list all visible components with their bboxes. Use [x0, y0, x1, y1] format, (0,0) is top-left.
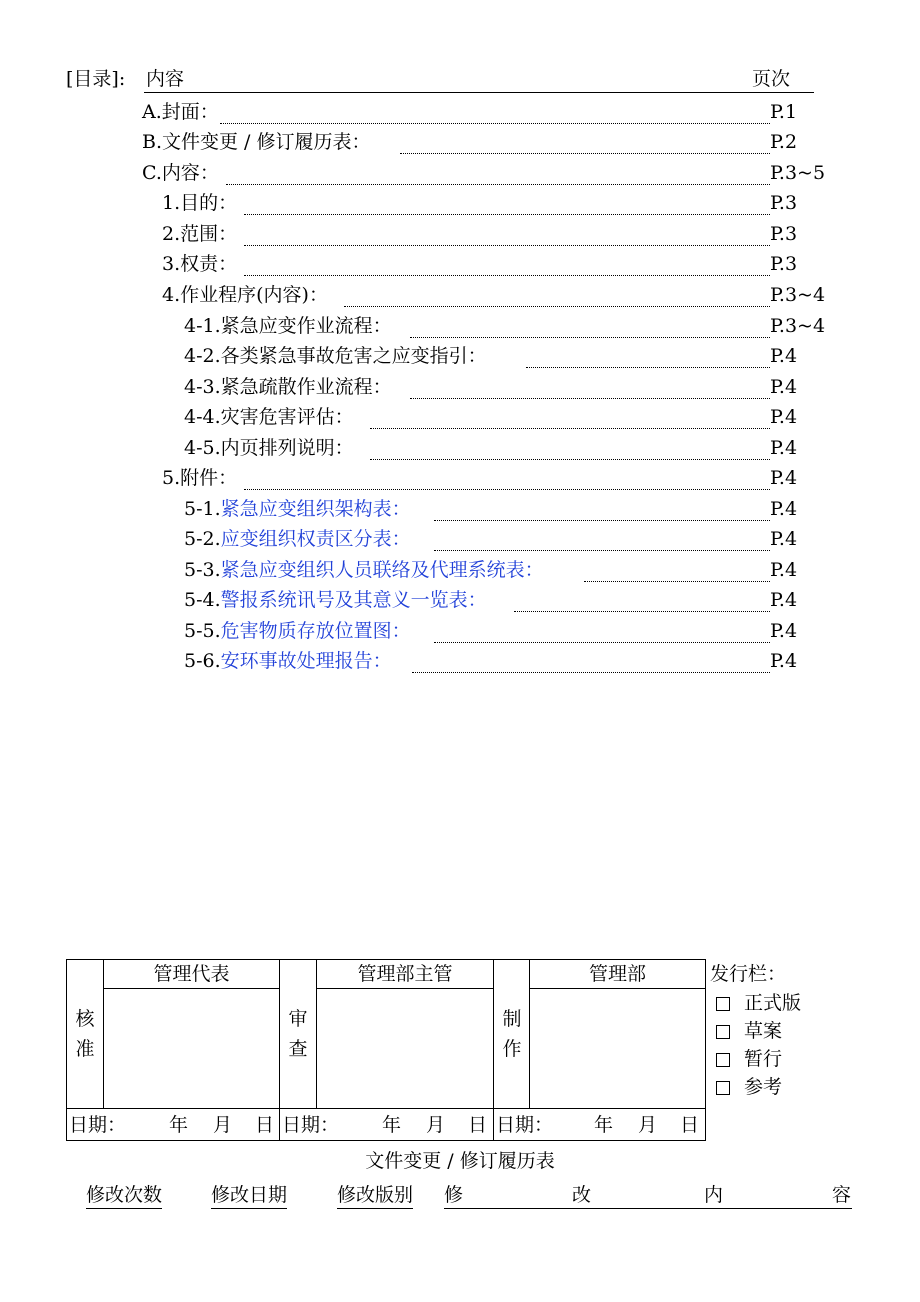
toc-entry-page: P.3 [770, 223, 798, 245]
issue-option-temporary[interactable]: 暂行 [710, 1045, 870, 1073]
revision-col-version: 修改版别 [337, 1180, 413, 1209]
checkbox[interactable] [716, 1081, 730, 1095]
toc-entry-label: 5-5.危害物质存放位置图： [184, 620, 411, 642]
checkbox[interactable] [716, 997, 730, 1011]
toc-entry-page: P.4 [770, 345, 798, 367]
issue-title: 发行栏： [710, 963, 787, 985]
toc-leader [584, 555, 770, 582]
toc-leader [220, 97, 770, 124]
toc-entry-page: P.4 [770, 376, 798, 398]
revision-col-count: 修改次数 [86, 1180, 162, 1209]
toc-entry-label: 4-4.灾害危害评估： [184, 406, 354, 428]
toc-entry-label: 4.作业程序(内容)： [162, 284, 328, 306]
toc-header-page: 页次 [728, 64, 814, 93]
toc-entry [184, 616, 844, 646]
prepare-header: 管理部 [588, 963, 646, 985]
toc-entry-label: 5-3.紧急应变组织人员联络及代理系统表： [184, 559, 544, 581]
toc-entry [184, 341, 844, 371]
toc-entry-label: 4-5.内页排列说明： [184, 437, 354, 459]
toc-leader [244, 249, 770, 276]
prepare-label: 制 作 [502, 1008, 522, 1060]
revision-col-date: 修改日期 [211, 1180, 287, 1209]
toc-entry-page: P.4 [770, 437, 798, 459]
review-header: 管理部主管 [357, 963, 453, 985]
toc-entry-label: A.封面： [142, 101, 219, 123]
toc-entry-page: P.3 [770, 192, 798, 214]
toc-leader [244, 219, 770, 246]
toc-entry-page: P.4 [770, 406, 798, 428]
checkbox[interactable] [716, 1025, 730, 1039]
toc-entry-page: P.4 [770, 467, 798, 489]
toc-entry-page: P.4 [770, 589, 798, 611]
toc-entry-page: P.3~4 [770, 284, 826, 306]
toc-entry [162, 219, 842, 249]
toc-entry-label: B.文件变更 / 修订履历表： [142, 131, 371, 153]
revision-title: 文件变更 / 修订履历表 [365, 1150, 555, 1172]
toc-entry-label: C.内容： [142, 162, 219, 184]
toc-leader [370, 433, 770, 460]
toc-entry [184, 555, 844, 585]
issue-option-formal[interactable]: 正式版 [710, 989, 870, 1017]
issue-status [710, 959, 870, 1101]
toc-entry-label: 5-4.警报系统讯号及其意义一览表： [184, 589, 487, 611]
toc-entry [162, 280, 842, 310]
toc-leader [344, 280, 770, 307]
toc-entry [142, 127, 842, 157]
issue-option-draft[interactable]: 草案 [710, 1017, 870, 1045]
toc-entry [184, 524, 844, 554]
toc-entry-page: P.4 [770, 498, 798, 520]
toc-entry [184, 433, 844, 463]
checkbox[interactable] [716, 1053, 730, 1067]
toc-entry-label: 2.范围： [162, 223, 238, 245]
toc-entry-label: 5-1.紧急应变组织架构表： [184, 498, 411, 520]
toc-entry-page: P.1 [770, 101, 798, 123]
toc-entry-label: 4-3.紧急疏散作业流程： [184, 376, 392, 398]
approve-header: 管理代表 [153, 963, 230, 985]
revision-col-content: 修 改 内 容 [444, 1180, 852, 1209]
toc-entry-page: P.2 [770, 131, 798, 153]
divider [529, 988, 705, 989]
toc-entry-label: 3.权责： [162, 253, 238, 275]
toc-entry [184, 494, 844, 524]
toc-entry [184, 372, 844, 402]
toc-leader [434, 524, 770, 551]
toc-entry-page: P.3 [770, 253, 798, 275]
toc-leader [400, 127, 770, 154]
divider [316, 988, 493, 989]
toc-entry [184, 646, 844, 676]
toc-entry [162, 188, 842, 218]
toc-header-label: [目录]: [66, 68, 126, 90]
toc-leader [526, 341, 770, 368]
review-label: 审 查 [288, 1008, 308, 1060]
toc-entry-label: 4-2.各类紧急事故危害之应变指引： [184, 345, 487, 367]
approve-label: 核 准 [75, 1008, 95, 1060]
approval-table [66, 959, 706, 1141]
toc-leader [412, 646, 770, 673]
toc-leader [226, 158, 770, 185]
toc-leader [244, 463, 770, 490]
toc-leader [514, 585, 770, 612]
toc-entry-label: 5-6.安环事故处理报告： [184, 650, 392, 672]
toc-entry [142, 158, 842, 188]
toc-leader [434, 616, 770, 643]
toc-entry [162, 463, 842, 493]
toc-leader [410, 311, 770, 338]
toc-entry-label: 5.附件： [162, 467, 238, 489]
toc-header [66, 64, 826, 94]
divider [67, 1108, 705, 1109]
toc-entry [184, 311, 844, 341]
toc-entry-label: 5-2.应变组织权责区分表： [184, 528, 411, 550]
toc-header-content: 内容 [144, 64, 772, 93]
issue-option-reference[interactable]: 参考 [710, 1073, 870, 1101]
toc-entry-page: P.3~4 [770, 315, 826, 337]
toc-entry-label: 4-1.紧急应变作业流程： [184, 315, 392, 337]
toc-entry [184, 402, 844, 432]
toc-leader [244, 188, 770, 215]
toc-leader [434, 494, 770, 521]
toc-entry [184, 585, 844, 615]
divider [103, 988, 279, 989]
toc-leader [410, 372, 770, 399]
prepare-date: 日期： 年 月 日 [496, 1114, 700, 1136]
toc-entry-page: P.4 [770, 650, 798, 672]
toc-entry-label: 1.目的： [162, 192, 238, 214]
toc-entry [142, 97, 842, 127]
approve-date: 日期： 年 月 日 [69, 1114, 275, 1136]
toc-entry-page: P.4 [770, 620, 798, 642]
review-date: 日期： 年 月 日 [282, 1114, 488, 1136]
toc-entry-page: P.4 [770, 528, 798, 550]
toc-entry [162, 249, 842, 279]
toc-entry-page: P.4 [770, 559, 798, 581]
toc-entry-page: P.3~5 [770, 162, 826, 184]
toc-leader [370, 402, 770, 429]
